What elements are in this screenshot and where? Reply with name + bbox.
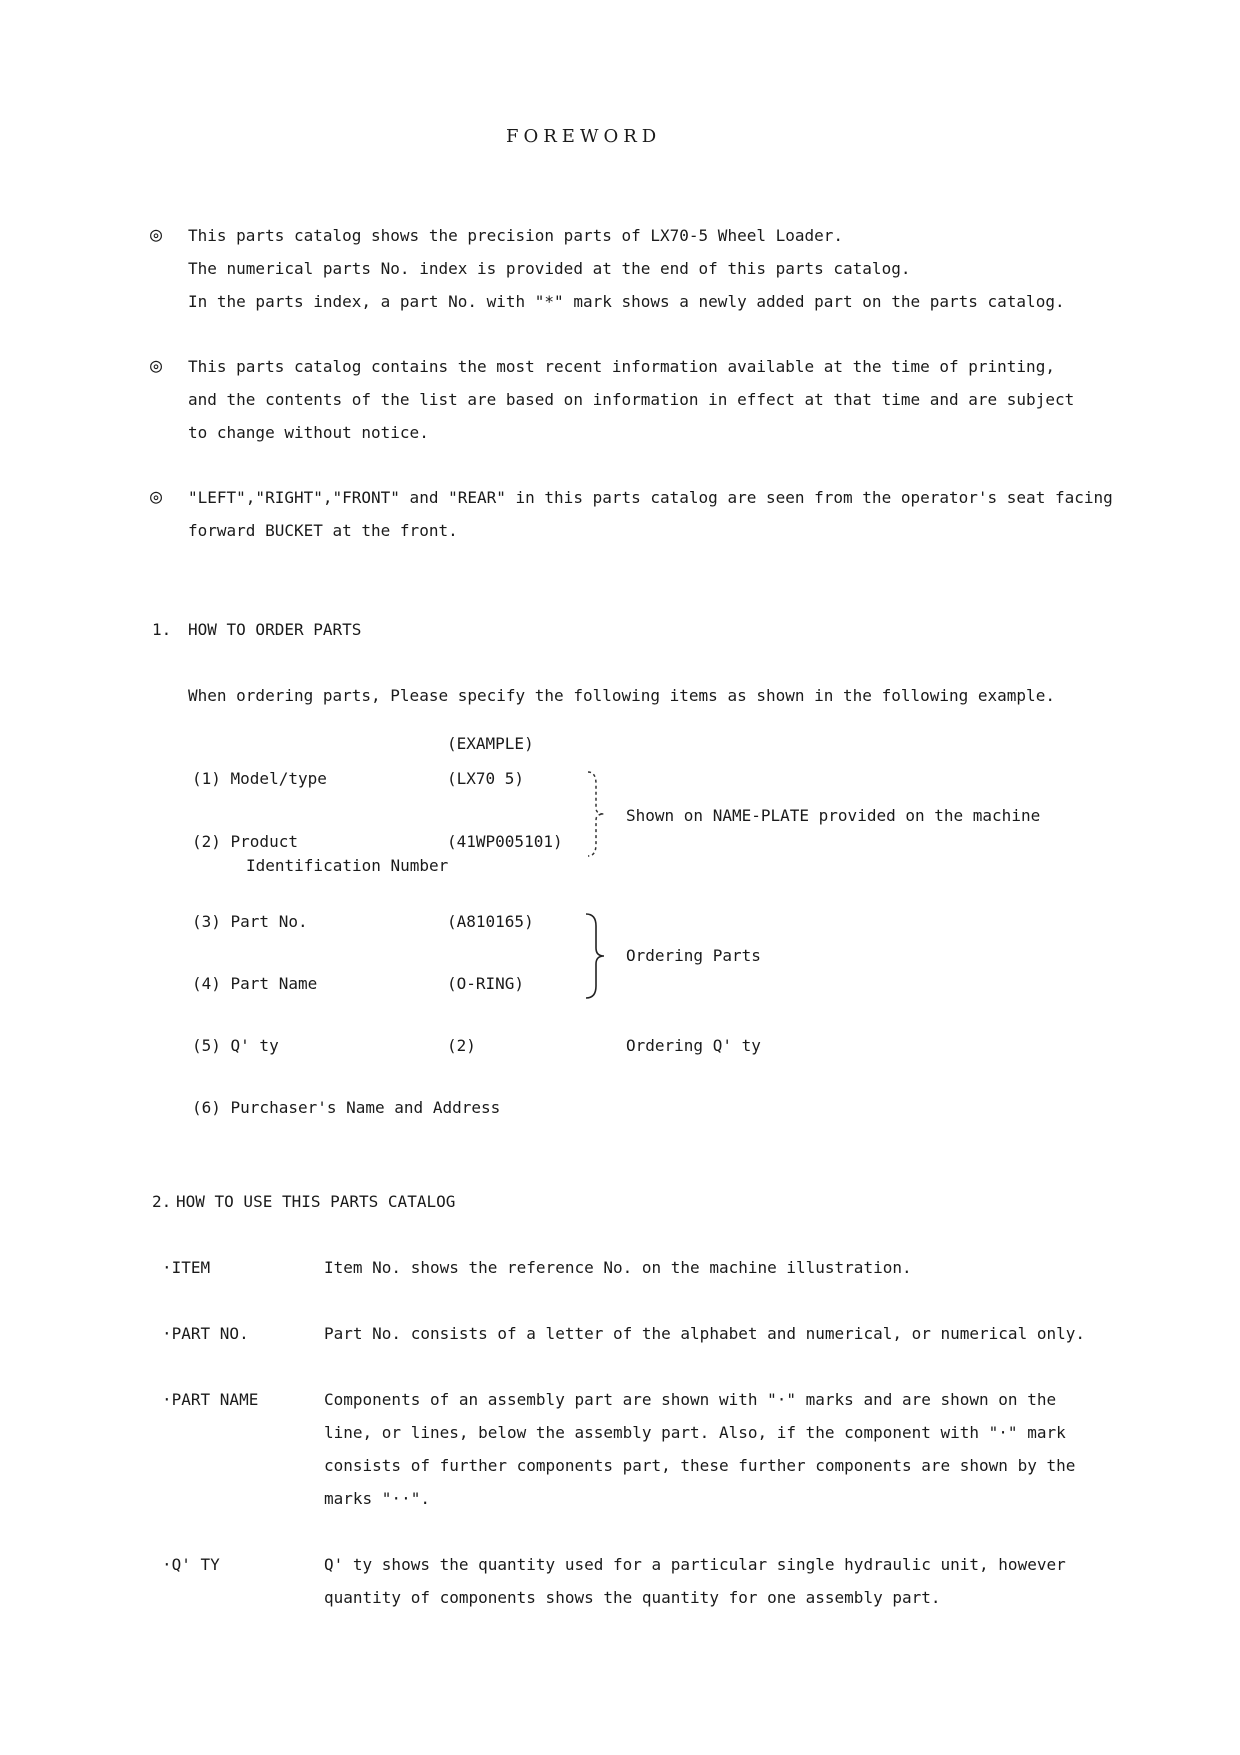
intro-1-line-2: The numerical parts No. index is provided at the end of this parts catalog.	[188, 259, 911, 278]
intro-1-line-3: In the parts index, a part No. with "*" mark shows a newly added part on the parts catalog.	[188, 292, 1065, 311]
term-item: ·ITEM	[162, 1258, 211, 1277]
note-nameplate: Shown on NAME-PLATE provided on the machine	[626, 806, 1041, 825]
term-item-desc: Item No. shows the reference No. on the machine illustration.	[324, 1258, 912, 1277]
term-qty-desc-2: quantity of components shows the quantity for one assembly part.	[324, 1588, 941, 1607]
intro-2-line-1: This parts catalog contains the most recent information available at the time of printing,	[188, 357, 1055, 376]
order-item-2-label: (2) Product	[192, 832, 298, 851]
intro-3-line-1: "LEFT","RIGHT","FRONT" and "REAR" in this parts catalog are seen from the operator's seat facing	[188, 488, 1113, 507]
brace-ordering-parts	[580, 912, 620, 1002]
intro-1-line-1: This parts catalog shows the precision parts of LX70-5 Wheel Loader.	[188, 226, 844, 245]
term-part-name-desc-1: Components of an assembly part are shown with "·" marks and are shown on the	[324, 1390, 1057, 1409]
section1-instruction: When ordering parts, Please specify the following items as shown in the following example.	[188, 686, 1055, 705]
term-part-name: ·PART NAME	[162, 1390, 259, 1409]
brace-nameplate	[580, 770, 620, 860]
note-ordering-parts: Ordering Parts	[626, 946, 761, 965]
order-item-1-label: (1) Model/type	[192, 769, 327, 788]
bullet-icon: ◎	[150, 222, 163, 246]
order-item-2-example: (41WP005101)	[447, 832, 563, 851]
example-header: (EXAMPLE)	[447, 734, 534, 753]
order-item-3-example: (A810165)	[447, 912, 534, 931]
intro-2-line-2: and the contents of the list are based on information in effect at that time and are subject	[188, 390, 1075, 409]
section2-heading: HOW TO USE THIS PARTS CATALOG	[176, 1192, 456, 1211]
note-ordering-qty: Ordering Q' ty	[626, 1036, 761, 1055]
term-part-name-desc-2: line, or lines, below the assembly part. Also, if the component with "·" mark	[324, 1423, 1066, 1442]
order-item-5-example: (2)	[447, 1036, 476, 1055]
bullet-icon: ◎	[150, 484, 163, 508]
term-part-name-desc-4: marks "··".	[324, 1489, 430, 1508]
term-qty-desc-1: Q' ty shows the quantity used for a particular single hydraulic unit, however	[324, 1555, 1066, 1574]
section1-heading: HOW TO ORDER PARTS	[188, 620, 362, 639]
section2-number: 2.	[152, 1192, 172, 1211]
term-part-no: ·PART NO.	[162, 1324, 249, 1343]
bullet-icon: ◎	[150, 353, 163, 377]
order-item-4-label: (4) Part Name	[192, 974, 318, 993]
order-item-5-label: (5) Q' ty	[192, 1036, 279, 1055]
intro-3-line-2: forward BUCKET at the front.	[188, 521, 458, 540]
order-item-1-example: (LX70 5)	[447, 769, 525, 788]
intro-2-line-3: to change without notice.	[188, 423, 429, 442]
order-item-6-label: (6) Purchaser's Name and Address	[192, 1098, 501, 1117]
order-item-2-label-line2: Identification Number	[246, 856, 449, 875]
order-item-3-label: (3) Part No.	[192, 912, 308, 931]
term-part-no-desc: Part No. consists of a letter of the alphabet and numerical, or numerical only.	[324, 1324, 1085, 1343]
order-item-4-example: (O-RING)	[447, 974, 525, 993]
section1-number: 1.	[152, 620, 172, 639]
page-title: FOREWORD	[506, 126, 662, 147]
term-qty: ·Q' TY	[162, 1555, 220, 1574]
term-part-name-desc-3: consists of further components part, these further components are shown by the	[324, 1456, 1076, 1475]
